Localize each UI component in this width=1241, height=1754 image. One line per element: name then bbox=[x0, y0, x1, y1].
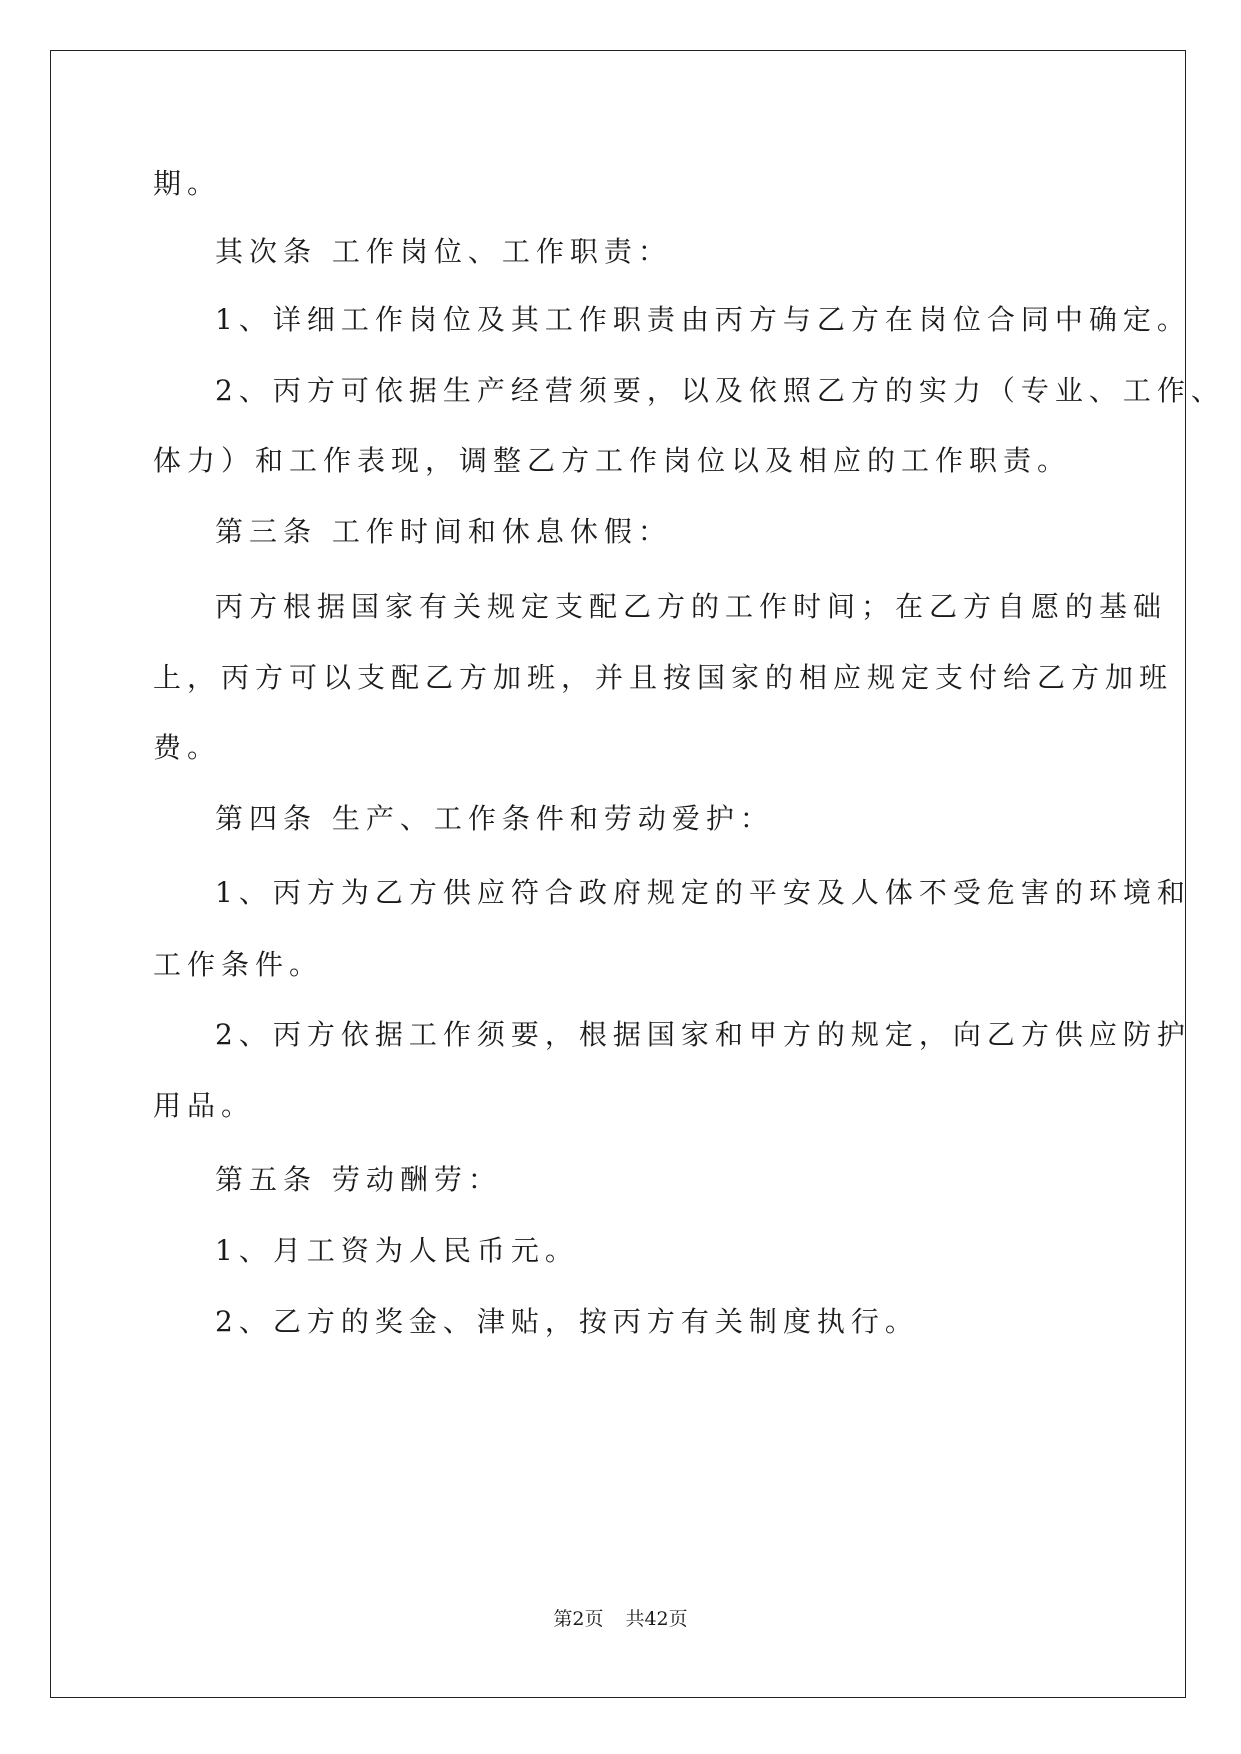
text-line: 用品。 bbox=[153, 1089, 256, 1122]
text-line: 体力）和工作表现，调整乙方工作岗位以及相应的工作职责。 bbox=[153, 444, 1072, 477]
text-line: 工作条件。 bbox=[153, 948, 324, 981]
section-heading: 第五条 劳动酬劳： bbox=[215, 1163, 502, 1196]
text-line: 2、丙方依据工作须要，根据国家和甲方的规定，向乙方供应防护 bbox=[215, 1018, 1191, 1051]
text-line: 丙方根据国家有关规定支配乙方的工作时间；在乙方自愿的基础 bbox=[215, 590, 1168, 623]
page-number: 第2页 bbox=[553, 1608, 604, 1630]
text-line: 期。 bbox=[153, 167, 222, 200]
text-line: 2、乙方的奖金、津贴，按丙方有关制度执行。 bbox=[215, 1305, 919, 1338]
text-line: 费。 bbox=[153, 731, 222, 764]
text-line: 1、详细工作岗位及其工作职责由丙方与乙方在岗位合同中确定。 bbox=[215, 303, 1191, 336]
text-line: 2、丙方可依据生产经营须要，以及依照乙方的实力（专业、工作、 bbox=[215, 374, 1225, 407]
text-line: 1、丙方为乙方供应符合政府规定的平安及人体不受危害的环境和 bbox=[215, 876, 1191, 909]
section-heading: 第三条 工作时间和休息休假： bbox=[215, 515, 672, 548]
text-line: 上，丙方可以支配乙方加班，并且按国家的相应规定支付给乙方加班 bbox=[153, 661, 1174, 694]
page-footer bbox=[0, 1604, 1241, 1631]
text-line: 1、月工资为人民币元。 bbox=[215, 1234, 579, 1267]
page-total: 共42页 bbox=[625, 1608, 688, 1630]
section-heading: 第四条 生产、工作条件和劳动爱护： bbox=[215, 802, 774, 835]
section-heading: 其次条 工作岗位、工作职责： bbox=[215, 235, 672, 268]
